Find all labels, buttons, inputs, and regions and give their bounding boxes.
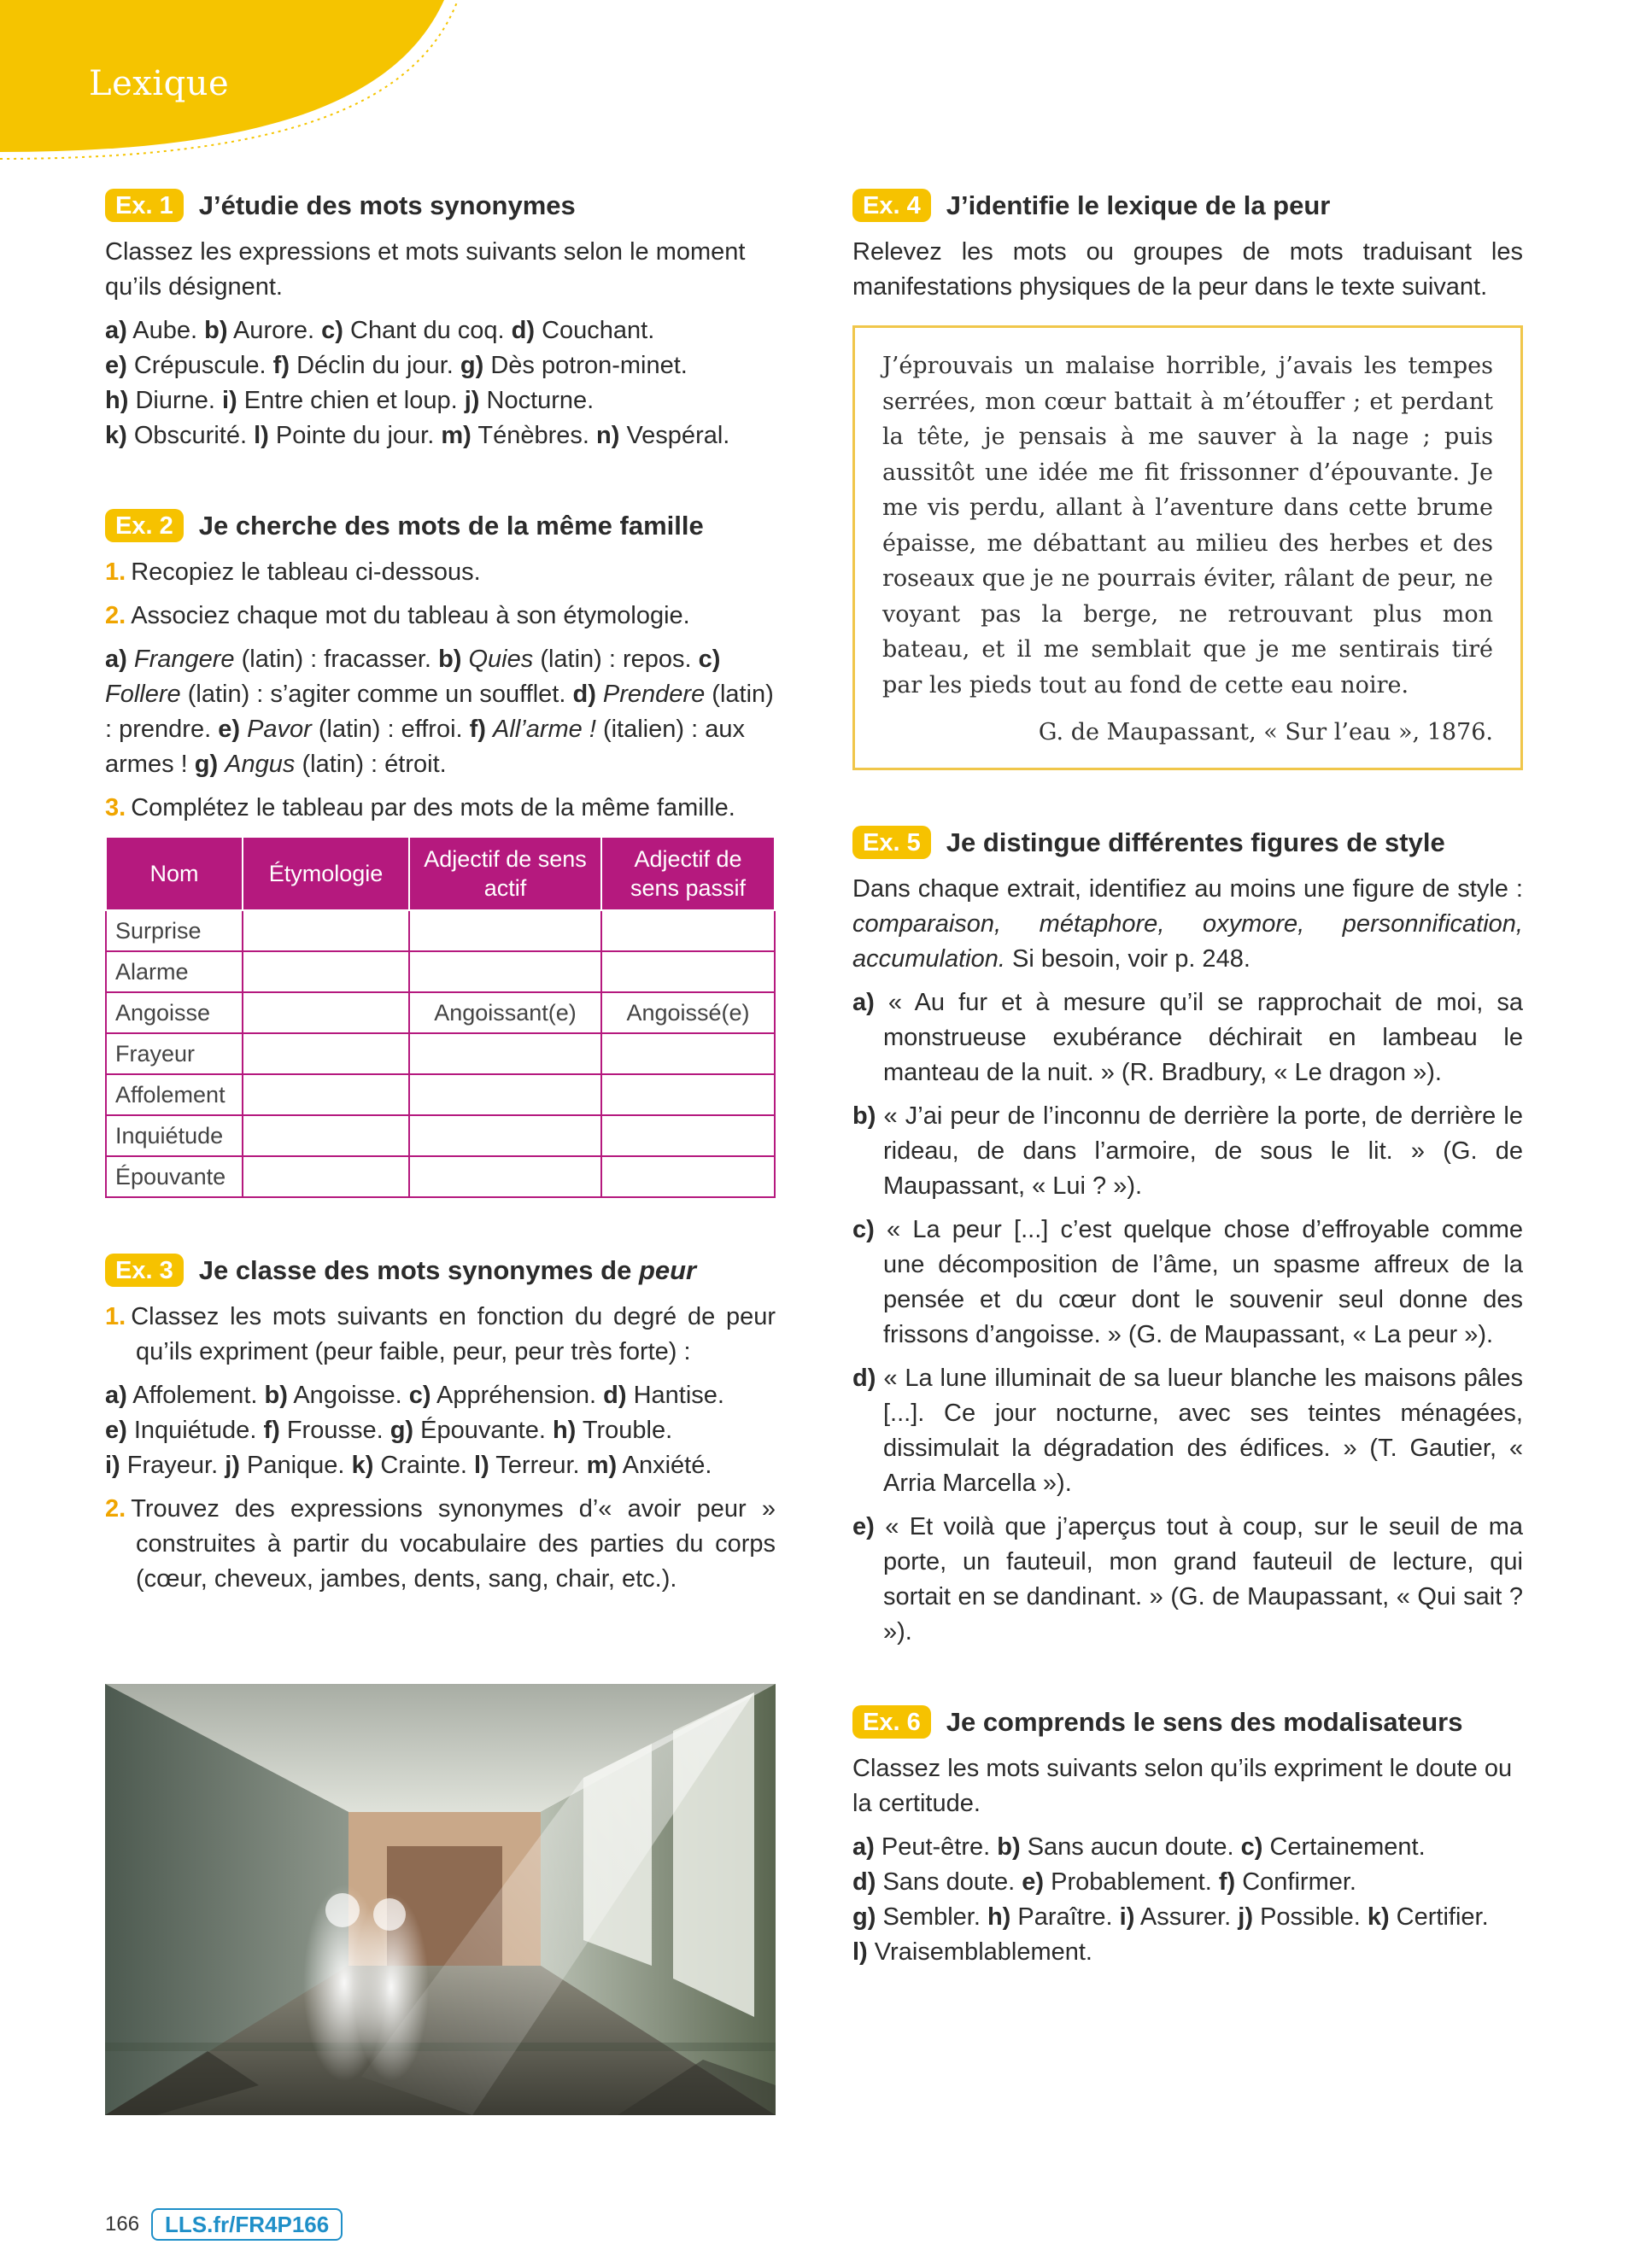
table-cell: Affolement	[106, 1074, 243, 1115]
exercise-title: J’étudie des mots synonymes	[198, 190, 576, 220]
word-family-table	[105, 836, 776, 1198]
list-item: a) « Au fur et à mesure qu’il se rapprochait de moi, sa monstrueuse exubérance déchirait en lambeau le manteau de la nuit. » (R. Bradbury, « Le dragon »).	[852, 988, 1523, 1086]
table-row	[106, 910, 775, 951]
exercise-instruction: Dans chaque extrait, identifiez au moins une figure de style : comparaison, métaphore, oxymore, personnification, accumulation. Si besoin, voir p. 248.	[852, 874, 1523, 973]
exercise-instruction: Relevez les mots ou groupes de mots traduisant les manifestations physiques de la peur dans le texte suivant.	[852, 238, 1523, 301]
list-item: e) Inquiétude.	[105, 1417, 257, 1444]
list-item: d) Prendere (latin) : prendre.	[105, 681, 774, 743]
resource-link[interactable]: LLS.fr/FR4P166	[151, 2208, 343, 2241]
table-cell	[601, 1115, 775, 1156]
table-cell	[409, 1156, 601, 1197]
list-item: a) Affolement.	[105, 1382, 258, 1409]
list-item: j) Possible.	[1238, 1903, 1361, 1931]
table-cell	[243, 951, 409, 992]
list-item: f) All’arme ! (italien) : aux armes !	[105, 716, 745, 778]
list-item: f) Déclin du jour.	[272, 352, 454, 379]
etymology-list	[105, 642, 776, 782]
list-item: c) Appréhension.	[408, 1382, 597, 1409]
table-cell	[409, 1115, 601, 1156]
table-cell	[601, 1156, 775, 1197]
exercise-5	[852, 825, 1523, 1650]
step-2: 2. Trouvez des expressions synonymes d’« avoir peur » construites à partir du vocabulaire des parties du corps (cœur, cheveux, jambes, dents, sang, chair, etc.).	[105, 1495, 776, 1593]
quote-text: J’éprouvais un malaise horrible, j’avais les tempes serrées, mon cœur battait à m’étouffer ; et perdant la tête, je pensais à me sauver à la nage ; puis aussitôt une idée me fit frissonner d’épouvante. Je me vis perdu, allant à l’aventure dans cette brume épaisse, me débattant au milieu des herbes et des roseaux que je ne pourrais éviter, râlant de peur, ne voyant pas la berge, ne retrouvant plus mon bateau, et il me semblait que je me sentirais tiré par les pieds tout au fond de cette eau noire.	[882, 353, 1493, 699]
step-2: 2. Associez chaque mot du tableau à son étymologie.	[105, 602, 690, 629]
table-row	[106, 951, 775, 992]
list-item: g) Angus (latin) : étroit.	[194, 751, 447, 778]
page-footer	[105, 2207, 343, 2242]
table-header: Adjectif de sens passif	[601, 837, 775, 910]
table-cell	[409, 951, 601, 992]
list-item: j) Nocturne.	[464, 387, 594, 414]
list-item: l) Terreur.	[474, 1452, 580, 1479]
list-item: i) Assurer.	[1119, 1903, 1232, 1931]
list-item: a) Peut-être.	[852, 1833, 991, 1861]
table-cell: Épouvante	[106, 1156, 243, 1197]
right-column	[852, 188, 1523, 2025]
table-cell	[243, 1074, 409, 1115]
list-item: a) Frangere (latin) : fracasser.	[105, 646, 431, 673]
list-item: g) Sembler.	[852, 1903, 981, 1931]
list-item: k) Crainte.	[351, 1452, 467, 1479]
word-list	[105, 313, 776, 453]
table-header: Adjectif de sens actif	[409, 837, 601, 910]
page-number: 166	[105, 2212, 140, 2236]
table-cell	[243, 910, 409, 951]
list-item: h) Paraître.	[987, 1903, 1113, 1931]
exercise-1	[105, 188, 776, 453]
exercise-badge: Ex. 6	[852, 1705, 931, 1739]
list-item: e) Probablement.	[1022, 1868, 1212, 1896]
step-1: 1. Recopiez le tableau ci-dessous.	[105, 558, 481, 586]
table-cell: Angoissant(e)	[409, 992, 601, 1033]
word-list	[105, 1378, 776, 1483]
table-cell	[601, 951, 775, 992]
exercise-title: Je classe des mots synonymes de peur	[198, 1255, 697, 1285]
list-item: g) Épouvante.	[390, 1417, 546, 1444]
list-item: m) Ténèbres.	[441, 422, 589, 449]
table-cell: Inquiétude	[106, 1115, 243, 1156]
table-row	[106, 992, 775, 1033]
exercise-badge: Ex. 1	[105, 189, 184, 222]
list-item: f) Confirmer.	[1218, 1868, 1356, 1896]
list-item: b) Angoisse.	[264, 1382, 402, 1409]
quote-source: G. de Maupassant, « Sur l’eau », 1876.	[1038, 719, 1493, 745]
exercise-title: Je cherche des mots de la même famille	[198, 511, 704, 541]
list-item: m) Anxiété.	[586, 1452, 712, 1479]
table-cell: Frayeur	[106, 1033, 243, 1074]
list-item: l) Pointe du jour.	[254, 422, 435, 449]
table-row	[106, 1074, 775, 1115]
table-header: Nom	[106, 837, 243, 910]
list-item: b) Sans aucun doute.	[997, 1833, 1234, 1861]
table-cell: Angoissé(e)	[601, 992, 775, 1033]
list-item: i) Entre chien et loup.	[222, 387, 458, 414]
list-item: c) « La peur [...] c’est quelque chose d’effroyable comme une décomposition de l’âme, un spasme affreux de la pensée et du cœur dont le souvenir seul donne des frissons d’angoisse. » (G. de Maupassant, « La peur »).	[852, 1215, 1523, 1348]
exercise-badge: Ex. 5	[852, 826, 931, 859]
table-cell	[243, 1115, 409, 1156]
left-column	[105, 188, 776, 1651]
exercise-4	[852, 188, 1523, 770]
list-item: j) Panique.	[225, 1452, 345, 1479]
exercise-badge: Ex. 4	[852, 189, 931, 222]
table-row	[106, 1156, 775, 1197]
list-item: e) « Et voilà que j’aperçus tout à coup, sur le seuil de ma porte, un fauteuil, mon grand fauteuil de lecture, qui sortait en se dandinant. » (G. de Maupassant, « Qui sait ? »).	[852, 1512, 1523, 1645]
exercise-title: Je distingue différentes figures de style	[946, 827, 1445, 857]
word-list	[852, 1830, 1523, 1970]
list-item: b) Aurore.	[204, 317, 315, 344]
list-item: g) Dès potron-minet.	[460, 352, 688, 379]
list-item: b) « J’ai peur de l’inconnu de derrière la porte, de derrière le rideau, de dans l’armoire, de sous le lit. » (G. de Maupassant, « Lui ? »).	[852, 1102, 1523, 1200]
exercise-instruction: Classez les expressions et mots suivants selon le moment qu’ils désignent.	[105, 238, 746, 301]
list-item: h) Trouble.	[552, 1417, 673, 1444]
section-corner-shape	[0, 0, 461, 162]
exercise-title: J’identifie le lexique de la peur	[946, 190, 1331, 220]
table-cell	[601, 910, 775, 951]
table-cell	[243, 1033, 409, 1074]
list-item: a) Aube.	[105, 317, 198, 344]
table-cell: Angoisse	[106, 992, 243, 1033]
list-item: d) « La lune illuminait de sa lueur blanche les maisons pâles [...]. Ce jour nocturne, avec ses teintes ménagées, dissimulait la dégradation des édifices. » (T. Gautier, « Arria Marcella »).	[852, 1364, 1523, 1497]
table-row	[106, 1115, 775, 1156]
list-item: k) Obscurité.	[105, 422, 248, 449]
list-item: n) Vespéral.	[596, 422, 730, 449]
list-item: c) Chant du coq.	[321, 317, 505, 344]
table-cell	[409, 910, 601, 951]
list-item: d) Couchant.	[511, 317, 655, 344]
exercise-title: Je comprends le sens des modalisateurs	[946, 1706, 1463, 1737]
table-header: Étymologie	[243, 837, 409, 910]
haunted-corridor-photo	[105, 1684, 776, 2115]
table-cell: Alarme	[106, 951, 243, 992]
list-item: e) Crépuscule.	[105, 352, 266, 379]
list-item: c) Follere (latin) : s’agiter comme un soufflet.	[105, 646, 721, 708]
exercise-3	[105, 1253, 776, 1597]
exercise-6	[852, 1704, 1523, 1970]
section-label: Lexique	[89, 64, 230, 103]
exercise-badge: Ex. 3	[105, 1254, 184, 1287]
quote-box	[852, 325, 1523, 770]
table-cell	[601, 1033, 775, 1074]
exercise-2	[105, 508, 776, 1198]
table-cell	[409, 1033, 601, 1074]
list-item: l) Vraisemblablement.	[852, 1938, 1092, 1966]
table-cell	[409, 1074, 601, 1115]
list-item: f) Frousse.	[263, 1417, 384, 1444]
table-row	[106, 1033, 775, 1074]
list-item: i) Frayeur.	[105, 1452, 219, 1479]
list-item: k) Certifier.	[1367, 1903, 1489, 1931]
table-cell	[601, 1074, 775, 1115]
list-item: e) Pavor (latin) : effroi.	[218, 716, 463, 743]
list-item: d) Sans doute.	[852, 1868, 1016, 1896]
list-item: c) Certainement.	[1240, 1833, 1426, 1861]
table-cell: Surprise	[106, 910, 243, 951]
list-item: b) Quies (latin) : repos.	[438, 646, 692, 673]
exercise-instruction: Classez les mots suivants selon qu’ils expriment le doute ou la certitude.	[852, 1754, 1513, 1817]
table-cell	[243, 1156, 409, 1197]
table-cell	[243, 992, 409, 1033]
exercise-badge: Ex. 2	[105, 509, 184, 542]
step-3: 3. Complétez le tableau par des mots de la même famille.	[105, 794, 735, 821]
list-item: d) Hantise.	[603, 1382, 724, 1409]
list-item: h) Diurne.	[105, 387, 215, 414]
step-1: 1. Classez les mots suivants en fonction du degré de peur qu’ils expriment (peur faible, peur, peur très forte) :	[105, 1303, 776, 1365]
